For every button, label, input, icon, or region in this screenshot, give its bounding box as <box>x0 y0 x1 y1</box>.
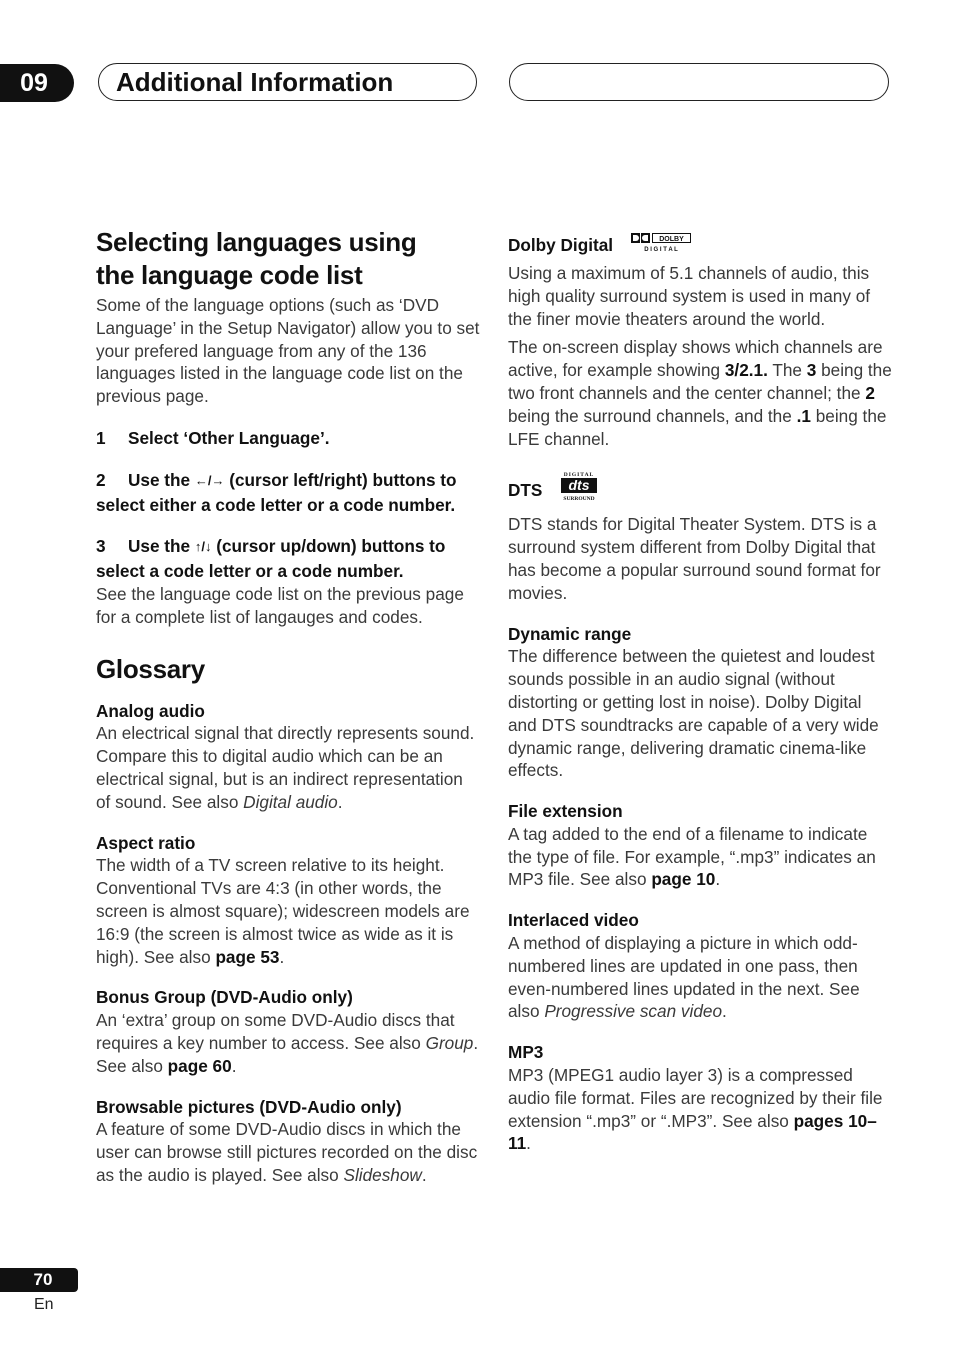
glossary-title: Glossary <box>96 653 205 684</box>
glossary-entry-analog-audio: Analog audio An electrical signal that directly represents sound. Compare this to digital audio which can be an electrical signal, but is an indirect representation of sound. See also Digital audio. <box>96 700 475 812</box>
step-3: 3 Use the ↑/↓ (cursor up/down) buttons to select a code letter or a code number. <box>96 536 446 582</box>
empty-header-pill <box>509 63 889 101</box>
dts-logo-top-text: DIGITAL <box>563 472 595 479</box>
dts-logo-icon <box>557 470 601 513</box>
glossary-entry-dynamic-range: Dynamic range The difference between the quietest and loudest sounds possible in an audio signal (without distorting or getting lost in noise). Dolby Digital and DTS soundtracks are capable of a very wide dynamic range, delivering dramatic cinema-like effects. <box>508 623 879 781</box>
dts-logo-main-text: dts <box>568 477 590 494</box>
glossary-entry-dts: DTS DIGITAL dts SURROUND DTS stands for Digital Theater System. DTS is a surround system different from Dolby Digital that has become a popular surround sound format for movies. <box>508 472 881 603</box>
glossary-entry-file-extension: File extension A tag added to the end of a filename to indicate the type of file. For example, “.mp3” indicates an MP3 file. See also page 10. <box>508 801 876 890</box>
dolby-logo-text: DOLBY <box>659 235 684 243</box>
glossary-entry-mp3: MP3 MP3 (MPEG1 audio layer 3) is a compressed audio file format. Files are recognized by their file extension “.mp3” or “.MP3”. See also pages 10–11. <box>508 1042 883 1154</box>
chapter-number-badge: 09 <box>0 64 74 102</box>
step-3-note: See the language code list on the previous page for a complete list of langauges and codes. <box>96 583 464 627</box>
glossary-entry-dolby-digital: Dolby Digital DOLBY D I G I T A L Using a maximum of 5.1 channels of audio, this high quality surround system is used in many of the finer movie theaters around the world. The on-screen display shows which channels are active, for example showing 3/2.1. The 3 being the two front channels and the center channel; the 2 being the surround channels, and the .1 being the LFE channel. <box>508 230 892 450</box>
up-down-arrow-icon: ↑/↓ <box>194 539 212 555</box>
chapter-title-pill <box>98 63 477 101</box>
languages-section-title: Selecting languages using the language code list <box>96 227 417 290</box>
dolby-digital-logo-icon <box>630 231 692 262</box>
left-column <box>96 226 480 1187</box>
left-right-arrow-icon: ←/→ <box>194 472 225 488</box>
languages-intro: Some of the language options (such as ‘DVD Language’ in the Setup Navigator) allow you to set your prefered language from any of the 136 languages listed in the language code list on the previous page. <box>96 295 480 407</box>
dolby-logo-subtext: D I G I T A L <box>644 246 678 253</box>
glossary-entry-bonus-group: Bonus Group (DVD-Audio only) An ‘extra’ group on some DVD-Audio discs that requires a key number to access. See also Group. See also page 60. <box>96 987 479 1076</box>
dts-logo-bottom-text: SURROUND <box>563 496 595 503</box>
step-1: 1 Select ‘Other Language’. <box>96 427 330 448</box>
right-column <box>508 230 892 1155</box>
page-language: En <box>34 1296 54 1313</box>
chapter-title: Additional Information <box>116 67 394 97</box>
glossary-entry-interlaced-video: Interlaced video A method of displaying a picture in which odd-numbered lines are updated in one pass, then even-numbered lines updated in the next. See also Progressive scan video. <box>508 910 860 1022</box>
glossary-entry-browsable-pictures: Browsable pictures (DVD-Audio only) A feature of some DVD-Audio discs in which the user can browse still pictures recorded on the disc as the audio is played. See also Slideshow. <box>96 1096 478 1185</box>
step-2: 2 Use the ←/→ (cursor left/right) buttons to select either a code letter or a code number. <box>96 469 457 515</box>
glossary-entry-aspect-ratio: Aspect ratio The width of a TV screen relative to its height. Conventional TVs are 4:3 (in other words, the screen is almost square); widescreen models are 16:9 (the screen is almost twice as wide as it is high). See also page 53. <box>96 832 470 967</box>
page-number: 70 <box>0 1268 78 1292</box>
